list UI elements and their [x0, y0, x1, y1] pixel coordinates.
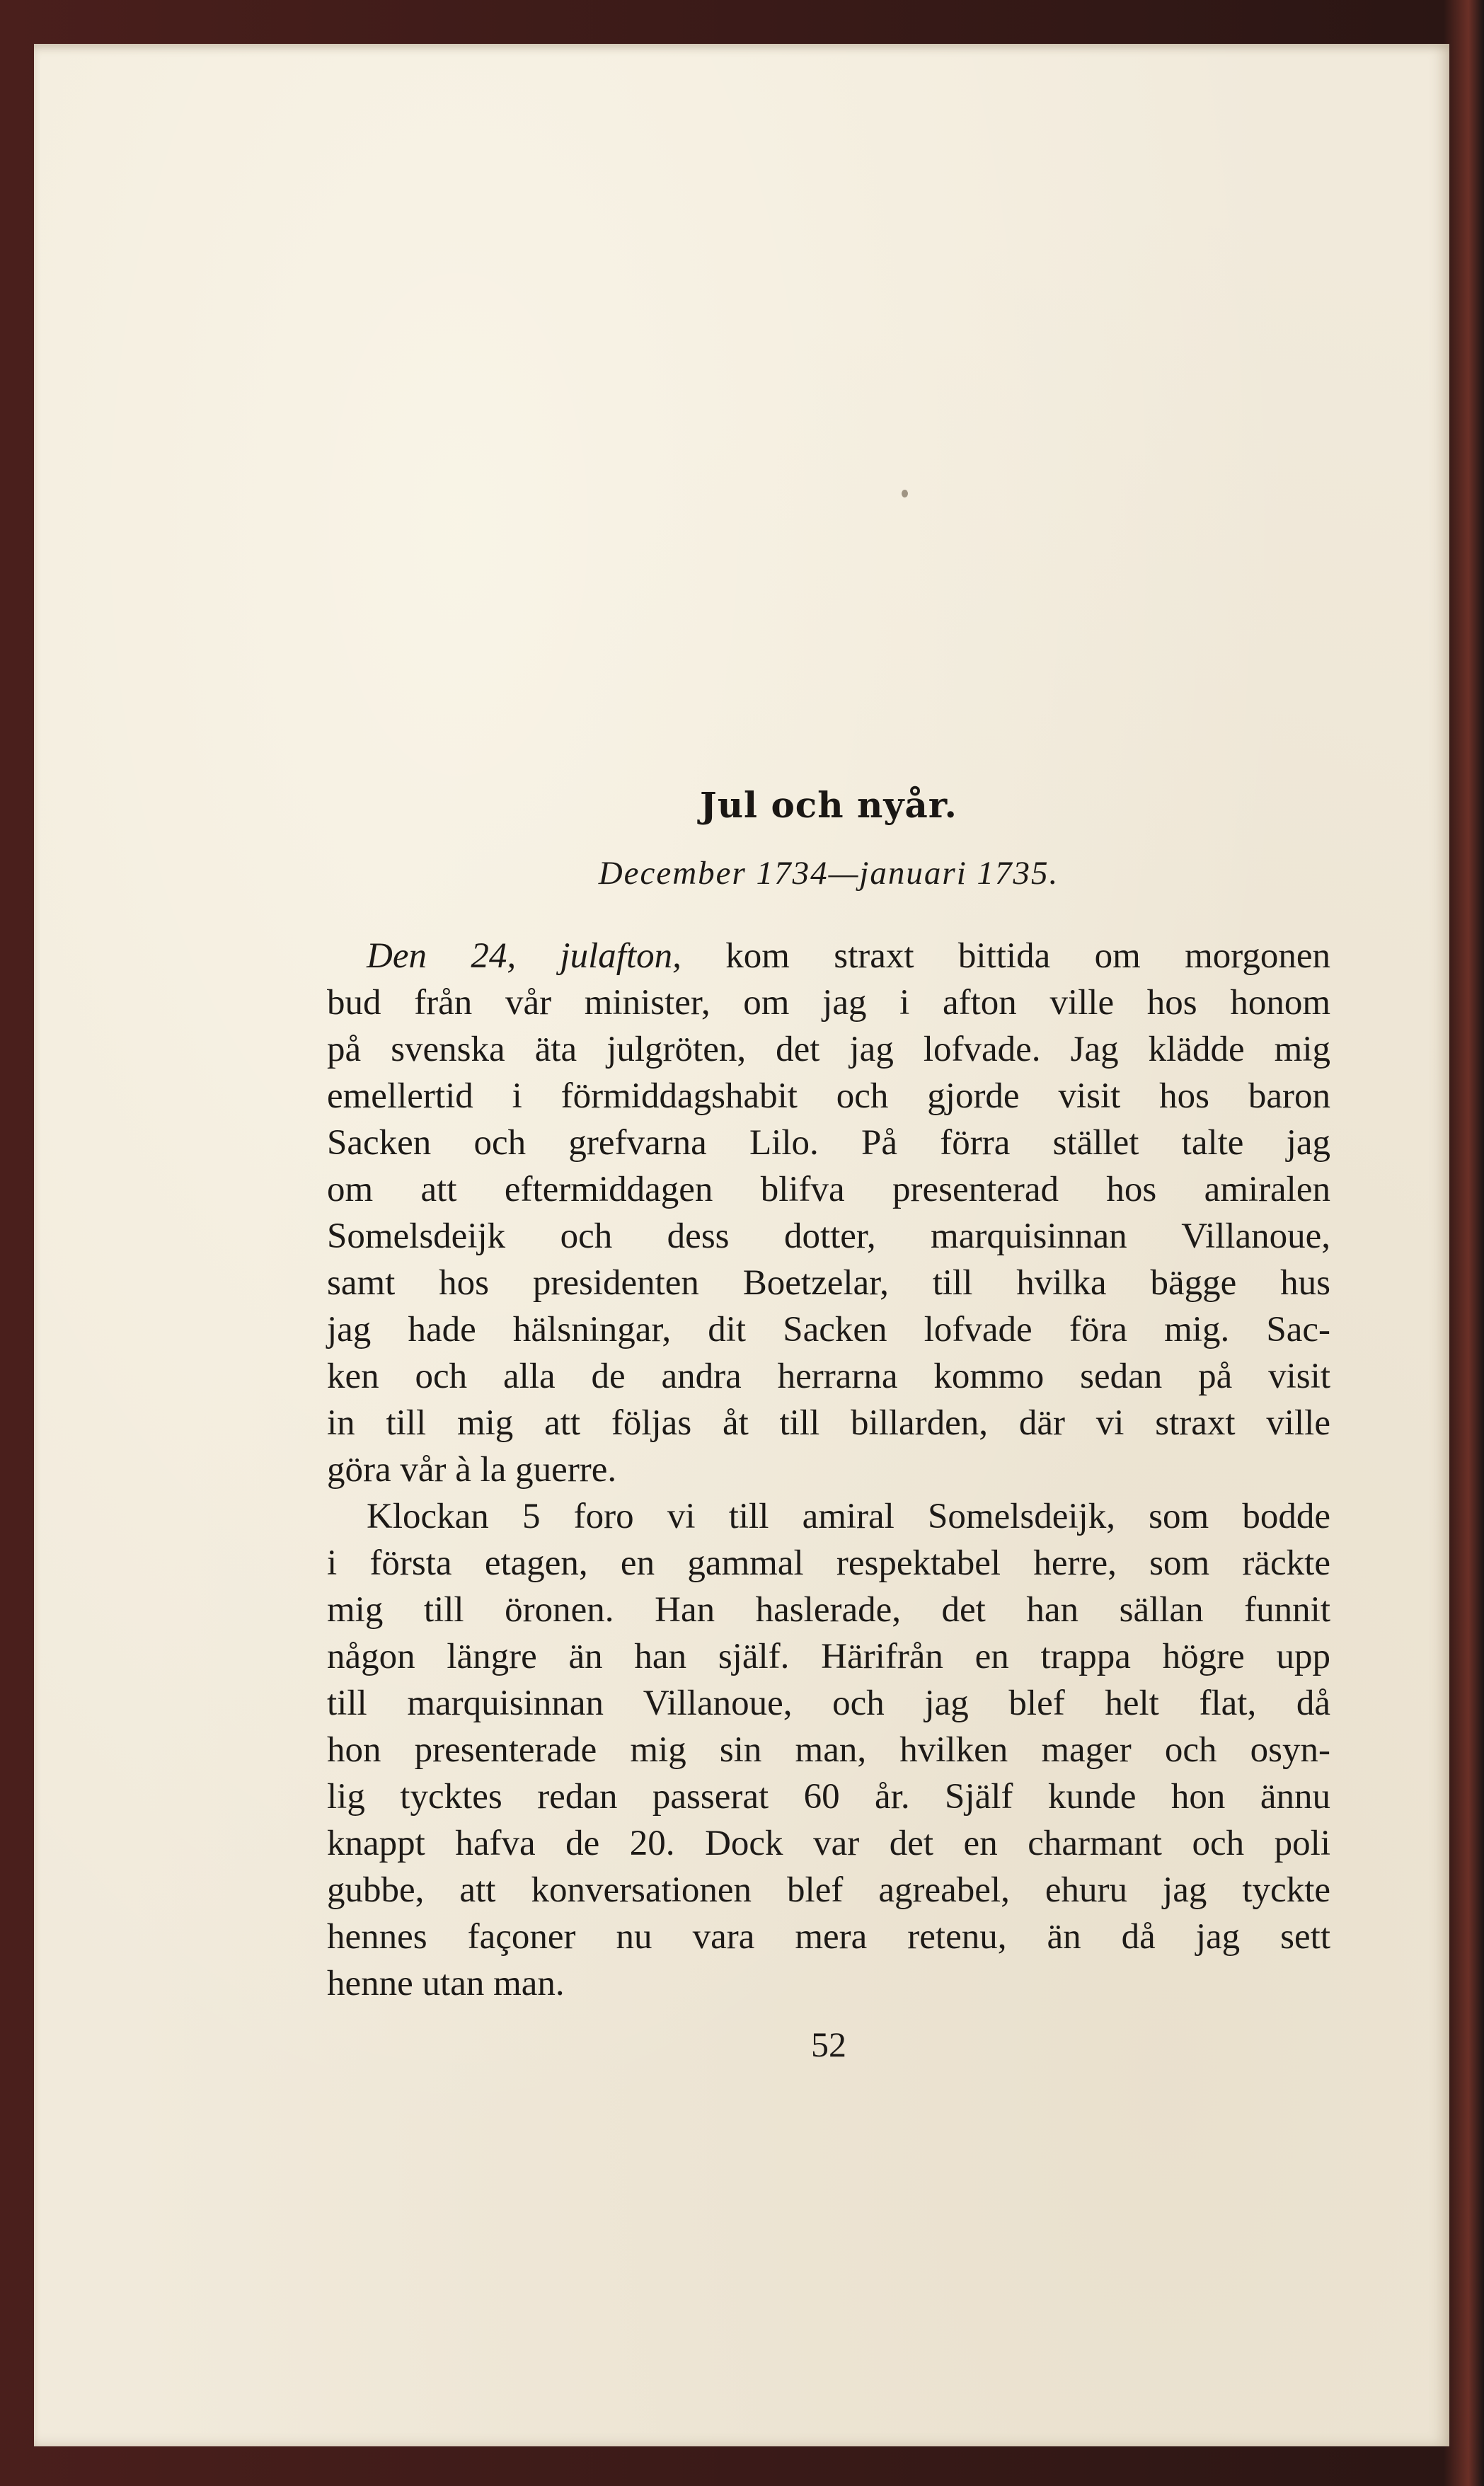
page-number: 52	[811, 2025, 846, 2064]
text-line: knappt hafva de 20. Dock var det en charmant och poli	[327, 1824, 1330, 1863]
text-line: henne utan man.	[327, 1964, 565, 2003]
text-line: Sacken och grefvarna Lilo. På förra stället talte jag	[327, 1123, 1330, 1163]
text-line: samt hos presidenten Boetzelar, till hvilka bägge hus	[327, 1263, 1330, 1303]
text-line: Somelsdeijk och dess dotter, marquisinnan Villanoue,	[327, 1216, 1330, 1256]
paper-speck	[902, 490, 908, 497]
text-line: bud från vår minister, om jag i afton ville hos honom	[327, 983, 1330, 1023]
text-line: Klockan 5 foro vi till amiral Somelsdeijk, som bodde	[367, 1497, 1330, 1536]
text-line: emellertid i förmiddagshabit och gjorde visit hos baron	[327, 1076, 1330, 1116]
text-line	[367, 933, 1330, 979]
text-line: till marquisinnan Villanoue, och jag blef helt flat, då	[327, 1684, 1330, 1723]
text-line: gubbe, att konversationen blef agreabel, ehuru jag tyckte	[327, 1870, 1330, 1910]
text-line: hennes façoner nu vara mera retenu, än då jag sett	[327, 1917, 1330, 1957]
text-line: om att eftermiddagen blifva presenterad hos amiralen	[327, 1170, 1330, 1209]
text-line-rest: kom straxt bittida om morgonen	[681, 936, 1330, 976]
text-line: göra vår à la guerre.	[327, 1450, 617, 1490]
text-line: ken och alla de andra herrarna kommo sedan på visit	[327, 1357, 1330, 1396]
text-line: i första etagen, en gammal respektabel herre, som räckte	[327, 1543, 1330, 1583]
text-line: på svenska äta julgröten, det jag lofvade. Jag klädde mig	[327, 1030, 1330, 1069]
chapter-title: Jul och nyår.	[700, 784, 957, 826]
text-line: hon presenterade mig sin man, hvilken mager och osyn-	[327, 1730, 1330, 1770]
text-line-italic-lead: Den 24, julafton,	[367, 936, 681, 976]
text-line: in till mig att följas åt till billarden, där vi straxt ville	[327, 1403, 1330, 1443]
text-line: någon längre än han själf. Härifrån en trappa högre upp	[327, 1637, 1330, 1676]
text-line: jag hade hälsningar, dit Sacken lofvade föra mig. Sac-	[327, 1310, 1330, 1350]
chapter-dates: December 1734—januari 1735.	[598, 855, 1059, 892]
text-line: lig tycktes redan passerat 60 år. Själf kunde hon ännu	[327, 1777, 1330, 1817]
text-line: mig till öronen. Han haslerade, det han sällan funnit	[327, 1590, 1330, 1630]
